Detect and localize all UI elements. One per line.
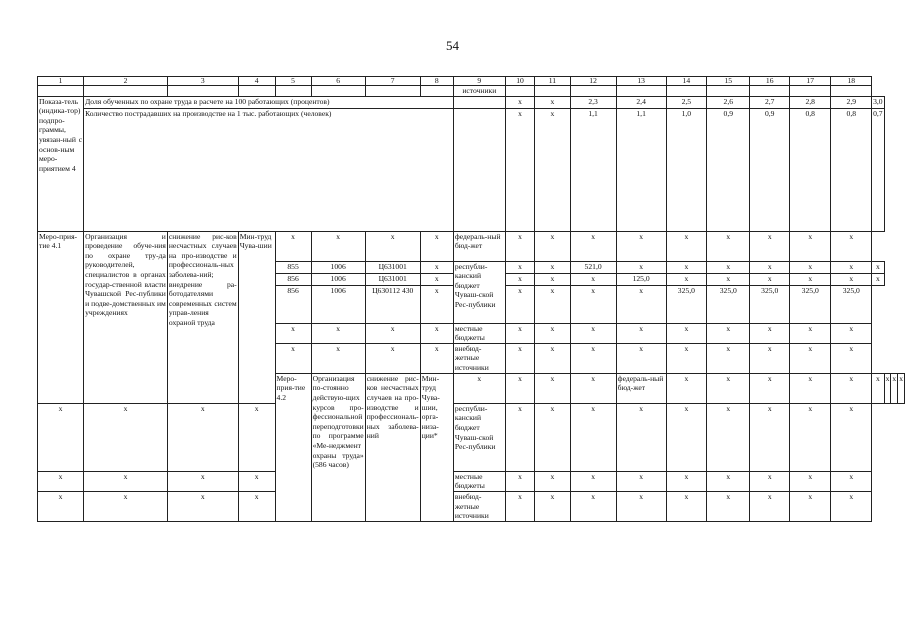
column-number-header: 11 (535, 77, 570, 86)
value-cell: 325,0 (790, 285, 831, 323)
measure-4-2-row (38, 491, 905, 521)
value-cell: x (790, 261, 831, 273)
code-cell: x (535, 373, 570, 403)
indicator-value: 0,9 (750, 108, 790, 231)
value-cell: x (750, 403, 790, 471)
measure-name: Организация по-стоянно действую-щих курсов про-фессиональной переподготовки по программе «Ме-неджмент охраны труда» (586 часов) (311, 373, 365, 521)
value-cell: x (707, 323, 750, 343)
indicator-value: 1,1 (570, 108, 616, 231)
value-cell: x (884, 373, 891, 403)
value-cell: x (535, 343, 570, 373)
column-number-header: 15 (707, 77, 750, 86)
code-cell: x (238, 491, 275, 521)
source-cell: федераль-ный бюд-жет (453, 231, 505, 261)
column-number-header: 14 (666, 77, 707, 86)
column-number-header: 13 (616, 77, 666, 86)
empty-cell (38, 86, 84, 97)
indicator-value: 1,0 (666, 108, 707, 231)
value-cell: x (666, 491, 707, 521)
column-number-header: 16 (750, 77, 790, 86)
value-cell: x (790, 273, 831, 285)
value-cell: x (505, 96, 535, 108)
value-cell: x (790, 323, 831, 343)
empty-cell (750, 86, 790, 97)
column-number-header: 17 (790, 77, 831, 86)
value-cell: 325,0 (750, 285, 790, 323)
value-cell: x (831, 231, 872, 261)
measure-name: Организация и проведение обуче-ния по охране тру-да руководителей, специалистов в органах государ-ственной власти Чувашской Рес-публики и подве-домственных им учреждениях (84, 231, 168, 403)
source-cell: внебюд-жетные источники (453, 491, 505, 521)
code-cell: x (453, 373, 505, 403)
indicator-value: 0,8 (831, 108, 872, 231)
indicator-value: 0,7 (872, 108, 885, 231)
value-cell: x (666, 403, 707, 471)
value-cell: x (535, 403, 570, 471)
value-cell: x (750, 261, 790, 273)
indicator-value: 2,4 (616, 96, 666, 108)
empty-cell (275, 86, 311, 97)
value-cell: x (707, 231, 750, 261)
indicator-row (38, 96, 905, 108)
measure-goal: снижение рис-ков несчастных случаев на про-изводстве и профессиональ-ных заболева-ний; внедрение ра-ботодателями современных систем управ-ления охраной труда (167, 231, 238, 403)
measure-4-2-row (38, 471, 905, 491)
continuation-row (38, 86, 905, 97)
value-cell: x (505, 261, 535, 273)
value-cell: x (707, 343, 750, 373)
value-cell: x (707, 471, 750, 491)
code-cell: Ц631001 (365, 261, 420, 273)
source-cell: федераль-ный бюд-жет (616, 373, 666, 403)
code-cell: Ц630112 430 (365, 285, 420, 323)
indicator-value: 2,8 (790, 96, 831, 108)
empty-cell (666, 86, 707, 97)
empty-cell (570, 86, 616, 97)
value-cell: x (535, 108, 570, 231)
empty-cell (84, 86, 168, 97)
value-cell: x (505, 491, 535, 521)
empty-cell (505, 86, 535, 97)
value-cell: x (570, 471, 616, 491)
code-cell: Ц631001 (365, 273, 420, 285)
value-cell: x (750, 373, 790, 403)
value-cell: x (750, 323, 790, 343)
value-cell: x (666, 261, 707, 273)
value-cell: x (666, 273, 707, 285)
code-cell: x (420, 273, 453, 285)
indicator-value: 0,8 (790, 108, 831, 231)
value-cell: x (790, 471, 831, 491)
value-cell: x (505, 285, 535, 323)
code-cell: x (365, 323, 420, 343)
value-cell: x (616, 285, 666, 323)
code-cell: x (275, 231, 311, 261)
empty-cell (535, 86, 570, 97)
code-cell: x (505, 373, 535, 403)
indicator-label: Показа-тель (индика-тор) подпро-граммы, увязан-ный с основ-ным меро-приятием 4 (38, 96, 84, 231)
code-cell: x (420, 343, 453, 373)
value-cell: 125,0 (616, 273, 666, 285)
value-cell: x (790, 231, 831, 261)
value-cell: x (616, 491, 666, 521)
value-cell: x (831, 491, 872, 521)
value-cell: x (535, 323, 570, 343)
code-cell: x (38, 491, 84, 521)
column-number-header: 6 (311, 77, 365, 86)
value-cell: x (616, 261, 666, 273)
value-cell: x (505, 108, 535, 231)
code-cell: x (84, 403, 168, 471)
value-cell: x (570, 343, 616, 373)
value-cell: x (872, 261, 885, 273)
measure-goal: снижение рис-ков несчастных случаев на про-изводстве и профессиональ-ных заболева-ний (365, 373, 420, 521)
value-cell: x (535, 471, 570, 491)
value-cell: x (790, 491, 831, 521)
source-cell: республи-канский бюджет Чуваш-ской Рес-публики (453, 261, 505, 323)
value-cell: x (616, 231, 666, 261)
value-cell: x (831, 273, 872, 285)
code-cell: x (311, 323, 365, 343)
empty-cell (453, 108, 505, 231)
value-cell: x (790, 343, 831, 373)
value-cell: x (570, 491, 616, 521)
indicator-text: Количество пострадавших на производстве на 1 тыс. работающих (человек) (84, 108, 454, 231)
value-cell: x (872, 273, 885, 285)
value-cell: x (666, 323, 707, 343)
value-cell: x (570, 403, 616, 471)
column-number-header: 1 (38, 77, 84, 86)
column-number-header: 4 (238, 77, 275, 86)
value-cell: x (535, 491, 570, 521)
indicator-value: 2,6 (707, 96, 750, 108)
value-cell: x (535, 96, 570, 108)
code-cell: x (420, 285, 453, 323)
value-cell: 325,0 (707, 285, 750, 323)
value-cell: x (570, 273, 616, 285)
value-cell: x (666, 373, 707, 403)
value-cell: x (535, 285, 570, 323)
code-cell: x (84, 471, 168, 491)
code-cell: x (167, 471, 238, 491)
value-cell: x (616, 471, 666, 491)
column-number-row (38, 77, 905, 86)
column-number-header: 18 (831, 77, 872, 86)
value-cell: x (831, 471, 872, 491)
column-number-header: 3 (167, 77, 238, 86)
code-cell: 856 (275, 273, 311, 285)
value-cell: x (707, 273, 750, 285)
value-cell: 521,0 (570, 261, 616, 273)
column-number-header: 7 (365, 77, 420, 86)
code-cell: 1006 (311, 285, 365, 323)
empty-cell (167, 86, 238, 97)
code-cell: x (167, 491, 238, 521)
value-cell: x (750, 273, 790, 285)
code-cell: x (365, 231, 420, 261)
value-cell: x (666, 471, 707, 491)
value-cell: x (831, 261, 872, 273)
code-cell: x (275, 323, 311, 343)
value-cell: 325,0 (666, 285, 707, 323)
column-number-header: 8 (420, 77, 453, 86)
code-cell: x (311, 231, 365, 261)
measure-4-1-federal-row (38, 231, 905, 261)
value-cell: x (535, 273, 570, 285)
value-cell: x (505, 471, 535, 491)
indicator-value: 1,1 (616, 108, 666, 231)
empty-cell (420, 86, 453, 97)
measure-label: Меро-прия-тие 4.2 (275, 373, 311, 521)
code-cell: x (420, 261, 453, 273)
indicator-value: 2,5 (666, 96, 707, 108)
value-cell: x (666, 343, 707, 373)
code-cell: x (311, 343, 365, 373)
empty-cell (365, 86, 420, 97)
measure-4-2-row (38, 403, 905, 471)
value-cell: x (790, 373, 831, 403)
value-cell: x (831, 373, 872, 403)
indicator-value: 3,0 (872, 96, 885, 108)
code-cell: 1006 (311, 273, 365, 285)
code-cell: x (167, 403, 238, 471)
value-cell: 325,0 (831, 285, 872, 323)
value-cell: x (750, 471, 790, 491)
indicator-value: 2,9 (831, 96, 872, 108)
code-cell: 856 (275, 285, 311, 323)
indicator-text: Доля обученных по охране труда в расчете на 100 работающих (процентов) (84, 96, 454, 108)
empty-cell (707, 86, 750, 97)
value-cell: x (750, 343, 790, 373)
code-cell: 855 (275, 261, 311, 273)
source-cell: местные бюджеты (453, 471, 505, 491)
code-cell: x (238, 403, 275, 471)
empty-cell (238, 86, 275, 97)
value-cell: x (535, 231, 570, 261)
program-table (37, 76, 905, 522)
code-cell: x (38, 403, 84, 471)
column-number-header: 2 (84, 77, 168, 86)
empty-cell (616, 86, 666, 97)
value-cell: x (898, 373, 905, 403)
code-cell: x (420, 323, 453, 343)
measure-executor: Мин-труд Чува-шии (238, 231, 275, 403)
column-number-header: 10 (505, 77, 535, 86)
value-cell: x (570, 323, 616, 343)
code-cell: x (420, 231, 453, 261)
indicator-row (38, 108, 905, 231)
value-cell: x (616, 403, 666, 471)
code-cell: 1006 (311, 261, 365, 273)
column-number-header: 9 (453, 77, 505, 86)
code-cell: x (38, 471, 84, 491)
value-cell: x (750, 231, 790, 261)
code-cell: x (570, 373, 616, 403)
value-cell: x (750, 491, 790, 521)
value-cell: x (707, 403, 750, 471)
value-cell: x (831, 323, 872, 343)
value-cell: x (616, 343, 666, 373)
page-number: 54 (446, 38, 459, 53)
value-cell: x (570, 231, 616, 261)
value-cell: x (891, 373, 898, 403)
value-cell: x (505, 231, 535, 261)
source-cell: местные бюджеты (453, 323, 505, 343)
value-cell: x (707, 491, 750, 521)
value-cell: x (616, 323, 666, 343)
value-cell: x (505, 343, 535, 373)
value-cell: x (872, 373, 885, 403)
value-cell: x (535, 261, 570, 273)
empty-cell (311, 86, 365, 97)
indicator-value: 2,3 (570, 96, 616, 108)
value-cell: x (790, 403, 831, 471)
value-cell: x (505, 273, 535, 285)
source-cell: республи-канский бюджет Чуваш-ской Рес-публики (453, 403, 505, 471)
source-cell: внебюд-жетные источники (453, 343, 505, 373)
value-cell: x (666, 231, 707, 261)
value-cell: x (707, 261, 750, 273)
code-cell: x (365, 343, 420, 373)
value-cell: x (570, 285, 616, 323)
empty-cell (453, 96, 505, 108)
value-cell: x (505, 323, 535, 343)
indicator-value: 2,7 (750, 96, 790, 108)
value-cell: x (831, 403, 872, 471)
value-cell: x (831, 343, 872, 373)
code-cell: x (275, 343, 311, 373)
empty-cell (831, 86, 872, 97)
measure-executor: Мин-труд Чува-шии, орга-низа-ции* (420, 373, 453, 521)
source-cell: источники (453, 86, 505, 97)
value-cell: x (505, 403, 535, 471)
empty-cell (790, 86, 831, 97)
column-number-header: 5 (275, 77, 311, 86)
code-cell: x (84, 491, 168, 521)
measure-label: Меро-прия-тие 4.1 (38, 231, 84, 403)
value-cell: x (707, 373, 750, 403)
column-number-header: 12 (570, 77, 616, 86)
indicator-value: 0,9 (707, 108, 750, 231)
code-cell: x (238, 471, 275, 491)
